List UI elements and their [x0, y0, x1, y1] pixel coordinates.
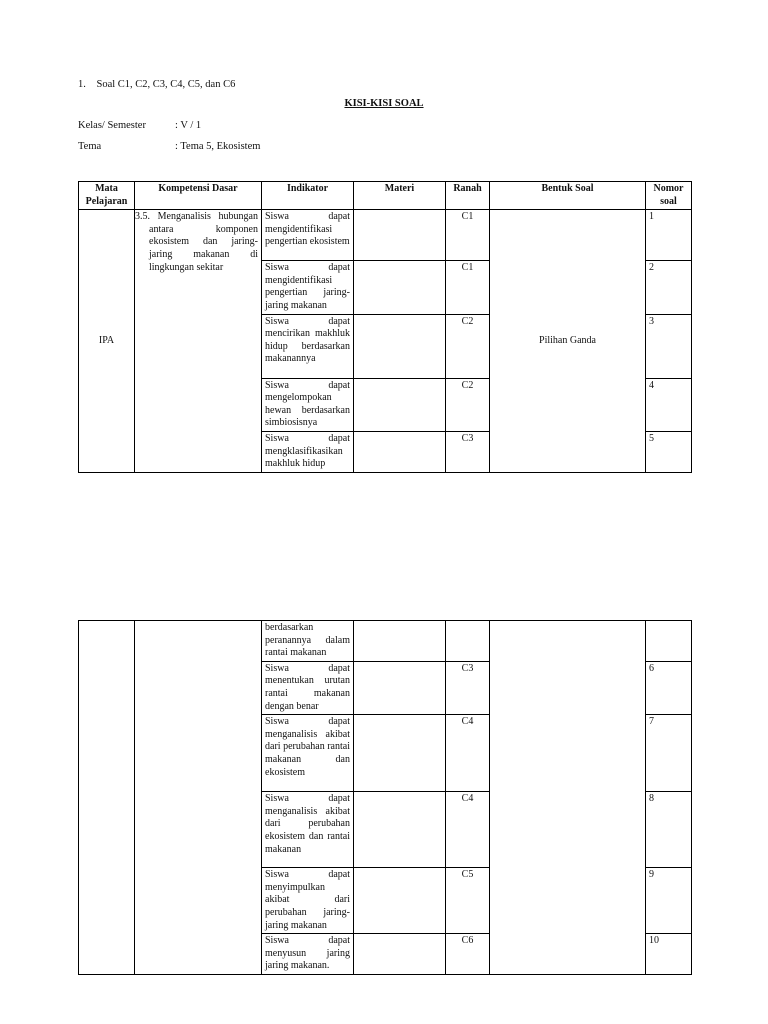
header-row — [79, 182, 692, 210]
ranah-cell — [446, 621, 490, 662]
header-bentuk-soal: Bentuk Soal — [490, 182, 646, 210]
ranah-cell: C3 — [446, 661, 490, 714]
kisi-kisi-table-page1 — [78, 181, 692, 473]
kelas-semester-value: : V / 1 — [175, 120, 202, 131]
nomor-soal-cell: 2 — [646, 261, 692, 314]
nomor-soal-cell — [646, 621, 692, 662]
kompetensi-dasar-cell: 3.5. Menganalisis hubungan antara komponen ekosistem dan jaring-jaring makanan di lingkungan sekitar — [135, 210, 262, 473]
materi-cell — [354, 261, 446, 314]
nomor-soal-cell: 4 — [646, 378, 692, 431]
section-text: Soal C1, C2, C3, C4, C5, dan C6 — [96, 79, 236, 90]
ranah-cell: C4 — [446, 715, 490, 792]
indikator-cell: Siswa dapat menentukan urutan rantai makanan dengan benar — [262, 661, 354, 714]
materi-cell — [354, 314, 446, 378]
materi-cell — [354, 934, 446, 975]
table-row — [79, 210, 692, 261]
nomor-soal-cell: 7 — [646, 715, 692, 792]
nomor-soal-cell: 3 — [646, 314, 692, 378]
nomor-soal-cell: 1 — [646, 210, 692, 261]
section-number: 1. — [78, 79, 86, 90]
ranah-cell: C1 — [446, 210, 490, 261]
bentuk-soal-cell: Pilihan Ganda — [490, 210, 646, 473]
mata-pelajaran-cell — [79, 621, 135, 975]
bentuk-soal-cell — [490, 621, 646, 975]
nomor-soal-cell: 10 — [646, 934, 692, 975]
materi-cell — [354, 792, 446, 868]
tema-label: Tema — [78, 141, 102, 152]
header-indikator: Indikator — [262, 182, 354, 210]
indikator-cell: Siswa dapat mengelompokan hewan berdasarkan simbiosisnya — [262, 378, 354, 431]
kompetensi-dasar-cell — [135, 621, 262, 975]
nomor-soal-cell: 6 — [646, 661, 692, 714]
ranah-cell: C6 — [446, 934, 490, 975]
ranah-cell: C2 — [446, 378, 490, 431]
materi-cell — [354, 661, 446, 714]
header-materi: Materi — [354, 182, 446, 210]
ranah-cell: C1 — [446, 261, 490, 314]
kelas-semester-label: Kelas/ Semester — [78, 120, 146, 131]
header-mata-pelajaran: Mata Pelajaran — [79, 182, 135, 210]
nomor-soal-cell: 8 — [646, 792, 692, 868]
indikator-cell: Siswa dapat menyusun jaring jaring makanan. — [262, 934, 354, 975]
tema-value: : Tema 5, Ekosistem — [175, 141, 261, 152]
nomor-soal-cell: 5 — [646, 431, 692, 472]
kisi-kisi-table-page2 — [78, 620, 692, 975]
indikator-cell: Siswa dapat mencirikan makhluk hidup berdasarkan makanannya — [262, 314, 354, 378]
indikator-cell: Siswa dapat menyimpulkan akibat dari perubahan jaring-jaring makanan — [262, 868, 354, 934]
nomor-soal-cell: 9 — [646, 868, 692, 934]
ranah-cell: C3 — [446, 431, 490, 472]
materi-cell — [354, 868, 446, 934]
table-row — [79, 621, 692, 662]
header-ranah: Ranah — [446, 182, 490, 210]
header-kompetensi-dasar: Kompetensi Dasar — [135, 182, 262, 210]
materi-cell — [354, 378, 446, 431]
indikator-cell: Siswa dapat menganalisis akibat dari perubahan ekosistem dan rantai makanan — [262, 792, 354, 868]
section-heading — [78, 79, 235, 90]
document-title: KISI-KISI SOAL — [344, 98, 424, 109]
materi-cell — [354, 621, 446, 662]
ranah-cell: C5 — [446, 868, 490, 934]
indikator-cell: Siswa dapat mengidentifikasi pengertian ekosistem — [262, 210, 354, 261]
header-nomor-soal: Nomor soal — [646, 182, 692, 210]
indikator-cell: Siswa dapat mengklasifikasikan makhluk hidup — [262, 431, 354, 472]
indikator-cell: Siswa dapat menganalisis akibat dari perubahan rantai makanan dan ekosistem — [262, 715, 354, 792]
indikator-cell: Siswa dapat mengidentifikasi pengertian jaring-jaring makanan — [262, 261, 354, 314]
ranah-cell: C4 — [446, 792, 490, 868]
materi-cell — [354, 431, 446, 472]
materi-cell — [354, 715, 446, 792]
indikator-continuation-cell: berdasarkan peranannya dalam rantai makanan — [262, 621, 354, 662]
mata-pelajaran-cell: IPA — [79, 210, 135, 473]
ranah-cell: C2 — [446, 314, 490, 378]
materi-cell — [354, 210, 446, 261]
